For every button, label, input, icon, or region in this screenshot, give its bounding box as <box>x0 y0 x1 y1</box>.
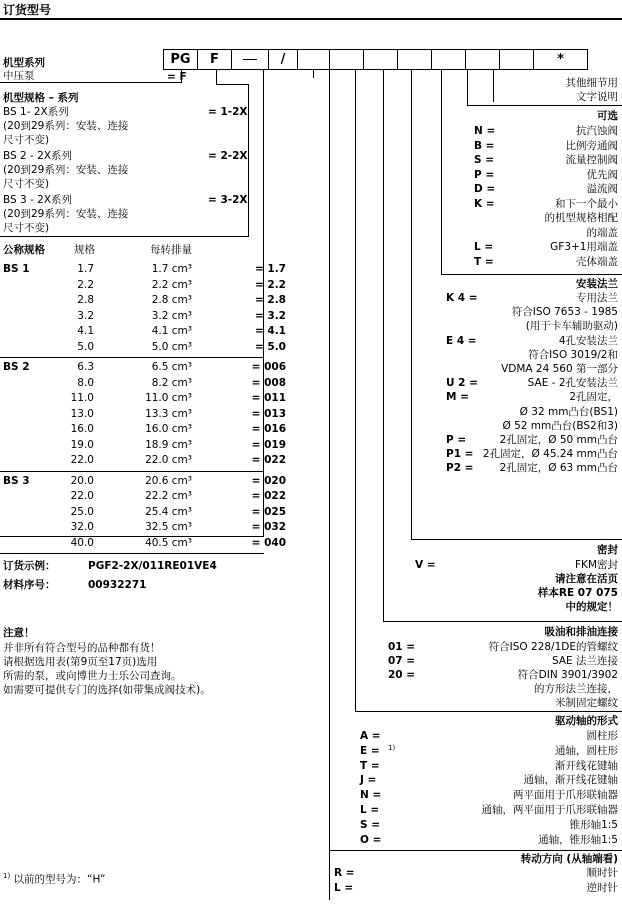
other-details: 其他细节用 <box>565 77 618 89</box>
rot-code: R = <box>334 867 355 879</box>
other-details-2: 文字说明 <box>576 91 618 103</box>
flange-desc: 2孔固定，Ø 63 mm凸台 <box>499 462 618 475</box>
size-value: 11.0 <box>70 392 94 404</box>
valves-desc: 和下一个最小 <box>555 197 618 210</box>
conn-desc: SAE 法兰连接 <box>551 655 618 667</box>
displacement-value: 16.0 cm³ <box>145 423 192 435</box>
valves-code: K = <box>474 197 495 210</box>
valves-code: T = <box>474 255 494 268</box>
note-line: 所需的泵，或向博世力士乐公司查询。 <box>3 670 182 682</box>
size-value: 16.0 <box>70 423 94 435</box>
displacement-value: 1.7 cm³ <box>151 263 192 275</box>
note-line: 并非所有符合型号的品种都有货！ <box>3 642 161 654</box>
valves-desc: 的端盖 <box>586 226 618 239</box>
code-cell-slash: / <box>268 49 298 70</box>
size-value: 8.0 <box>77 376 94 389</box>
valves-desc: 比例旁通阀 <box>565 139 618 152</box>
rot-desc: 逆时针 <box>586 881 618 894</box>
size-group-label: BS 3 <box>3 474 30 487</box>
flange-desc: Ø 32 mm凸台(BS1) <box>519 405 618 418</box>
code-cell-rotation <box>329 49 364 70</box>
shaft-desc: 圆柱形 <box>586 730 618 742</box>
flange-desc: 2孔固定，Ø 45.24 mm凸台 <box>482 448 618 461</box>
code-cell-size <box>231 49 269 70</box>
bs2-code: = 2-2X <box>208 150 248 162</box>
bs1-code: = 1-2X <box>208 106 248 118</box>
code-cell-connection <box>397 49 432 70</box>
flange-heading: 安装法兰 <box>576 278 618 290</box>
size-value: 6.3 <box>77 361 94 373</box>
bs3-label: BS 3 - 2X系列 <box>3 194 73 206</box>
title-rule <box>0 18 622 20</box>
displacement-value: 20.6 cm³ <box>145 474 192 487</box>
size-value: 32.0 <box>70 521 94 533</box>
flange-desc: SAE - 2孔安装法兰 <box>527 377 618 390</box>
shaft-code: J = <box>360 774 377 787</box>
rot-desc: 顺时针 <box>586 867 618 879</box>
displacement-value: 22.0 cm³ <box>145 454 192 466</box>
displacement-value: 11.0 cm³ <box>145 392 192 404</box>
displacement-value: 6.5 cm³ <box>151 361 192 373</box>
code-cell-shaft <box>363 49 398 70</box>
valves-desc: 的机型规格相配 <box>544 212 618 224</box>
displacement-code: = 020 <box>251 474 286 487</box>
flange-desc: Ø 52 mm凸台(BS2和3) <box>502 419 618 432</box>
displacement-code: = 013 <box>251 407 286 420</box>
flange-desc: 2孔固定，Ø 50 mm凸台 <box>499 434 618 446</box>
shaft-footnote-mark: 1) <box>388 744 396 752</box>
valves-heading: 可选 <box>597 110 618 122</box>
shaft-code: N = <box>360 789 382 802</box>
flange-code: P1 = <box>446 448 474 461</box>
displacement-code: = 022 <box>251 490 286 502</box>
shaft-code: S = <box>360 818 381 831</box>
displacement-code: = 040 <box>251 536 286 549</box>
valves-code: B = <box>474 139 495 152</box>
seal-note: 请注意在活页 <box>555 573 618 585</box>
flange-desc: 4孔安装法兰 <box>558 334 618 347</box>
rotation-heading: 转动方向 (从轴端看) <box>520 853 618 865</box>
valves-code: S = <box>474 154 495 166</box>
valves-desc: 溢流阀 <box>586 183 618 195</box>
col-displacement: 每转排量 <box>150 244 192 256</box>
shaft-desc: 通轴，渐开线花键轴 <box>523 774 618 787</box>
shaft-desc: 渐开线花键轴 <box>555 759 618 772</box>
shaft-desc: 通轴，锥形轴1:5 <box>538 833 618 846</box>
conn-code: 07 = <box>388 655 416 667</box>
size-value: 3.2 <box>77 309 94 322</box>
valves-desc: 抗汽蚀阀 <box>576 125 618 137</box>
size-heading: 机型规格 – 系列 <box>3 92 79 104</box>
size-value: 4.1 <box>77 325 94 337</box>
series-heading: 机型系列 <box>3 57 45 69</box>
valves-desc: GF3+1用端盖 <box>550 241 618 253</box>
footnote-mark: 1) <box>3 872 11 880</box>
flange-desc: 专用法兰 <box>576 292 618 304</box>
displacement-code: = 022 <box>251 454 286 466</box>
code-cell-flange <box>465 49 500 70</box>
shaft-code: O = <box>360 833 382 846</box>
displacement-code: = 2.2 <box>254 278 286 291</box>
displacement-value: 40.5 cm³ <box>145 536 192 549</box>
code-cell-displacement <box>297 49 330 70</box>
valves-code: N = <box>474 125 496 137</box>
displacement-code: = 006 <box>251 361 286 373</box>
conn-desc: 符合DIN 3901/3902 <box>517 669 618 681</box>
displacement-code: = 032 <box>251 521 286 533</box>
bs1-label: BS 1- 2X系列 <box>3 106 69 118</box>
flange-desc: VDMA 24 560 第一部分 <box>501 363 618 375</box>
note-line: 如需要可提供专门的选择(如带集成阀技术)。 <box>3 684 211 696</box>
group-divider <box>0 471 264 472</box>
flange-code: P2 = <box>446 462 474 475</box>
flange-desc: 符合ISO 7653 - 1985 <box>511 306 618 319</box>
flange-desc: 2孔固定， <box>569 391 618 404</box>
shaft-code: A = <box>360 730 381 742</box>
displacement-code: = 1.7 <box>254 263 286 275</box>
shaft-desc: 锥形轴1:5 <box>569 818 618 831</box>
displacement-code: = 008 <box>251 376 286 389</box>
displacement-value: 2.8 cm³ <box>151 294 192 306</box>
displacement-code: = 2.8 <box>254 294 286 306</box>
displacement-value: 22.2 cm³ <box>145 490 192 502</box>
size-value: 19.0 <box>70 438 94 451</box>
bs3-note2: 尺寸不变) <box>3 222 50 234</box>
shaft-desc: 通轴，两平面用于爪形联轴器 <box>481 804 618 816</box>
valves-desc: 壳体端盖 <box>576 255 618 268</box>
col-nominal-size: 公称规格 <box>3 244 45 256</box>
displacement-value: 3.2 cm³ <box>151 309 192 322</box>
size-value: 2.8 <box>77 294 94 306</box>
shaft-code: L = <box>360 804 380 816</box>
shaft-desc: 两平面用于爪形联轴器 <box>513 789 618 802</box>
shaft-desc: 通轴，圆柱形 <box>555 744 618 757</box>
rot-code: L = <box>334 881 354 894</box>
series-code: = F <box>167 71 187 83</box>
page-title: 订货型号 <box>3 3 52 17</box>
seal-heading: 密封 <box>597 544 618 556</box>
flange-code: E 4 = <box>446 334 477 347</box>
size-value: 22.0 <box>70 490 94 502</box>
size-value: 13.0 <box>70 407 94 420</box>
bs1-note: (20到29系列：安装、连接 <box>3 120 129 132</box>
bs3-note: (20到29系列：安装、连接 <box>3 208 129 220</box>
conn-desc: 的方形法兰连接， <box>534 683 618 695</box>
group-divider <box>0 553 264 554</box>
code-cell-seal <box>431 49 466 70</box>
displacement-value: 5.0 cm³ <box>151 340 192 353</box>
seal-note: 样本RE 07 075 <box>537 587 618 599</box>
conn-code: 01 = <box>388 641 416 653</box>
size-value: 1.7 <box>77 263 94 275</box>
code-cell-f: F <box>197 49 232 70</box>
note-heading: 注意！ <box>3 627 35 639</box>
conn-desc: 符合ISO 228/1DE的管螺纹 <box>488 641 618 653</box>
size-value: 40.0 <box>70 536 94 549</box>
displacement-value: 32.5 cm³ <box>145 521 192 533</box>
displacement-code: = 011 <box>251 392 286 404</box>
code-cell-valve <box>499 49 534 70</box>
flange-desc: 符合ISO 3019/2和 <box>528 348 618 361</box>
shaft-heading: 驱动轴的形式 <box>555 715 618 727</box>
valves-desc: 流量控制阀 <box>565 154 618 166</box>
flange-code: K 4 = <box>446 292 478 304</box>
connection-heading: 吸油和排油连接 <box>544 626 618 638</box>
col-size: 规格 <box>74 244 95 256</box>
flange-code: P = <box>446 434 467 446</box>
size-value: 22.0 <box>70 454 94 466</box>
seal-code: V = <box>415 559 436 571</box>
group-divider <box>0 357 264 358</box>
displacement-code: = 3.2 <box>254 309 286 322</box>
size-value: 5.0 <box>77 340 94 353</box>
footnote-text: 以前的型号为：“H” <box>13 873 106 886</box>
displacement-value: 4.1 cm³ <box>151 325 192 337</box>
order-example-label: 订货示例： <box>3 560 56 572</box>
displacement-code: = 4.1 <box>254 325 286 337</box>
order-example: PGF2-2X/011RE01VE4 <box>88 560 217 572</box>
displacement-code: = 016 <box>251 423 286 435</box>
note-line: 请根据选用表(第9页至17页)选用 <box>3 656 158 668</box>
valves-desc: 优先阀 <box>586 168 618 181</box>
displacement-value: 8.2 cm³ <box>151 376 192 389</box>
displacement-value: 18.9 cm³ <box>145 438 192 451</box>
shaft-code: T = <box>360 759 380 772</box>
seal-note: 中的规定！ <box>565 601 618 613</box>
displacement-code: = 019 <box>251 438 286 451</box>
bs2-note2: 尺寸不变) <box>3 178 50 190</box>
valves-code: P = <box>474 168 495 181</box>
code-cell-pg: PG <box>163 49 198 70</box>
size-group-label: BS 2 <box>3 361 30 373</box>
material-number: 00932271 <box>88 579 147 591</box>
size-group-label: BS 1 <box>3 263 30 275</box>
footnote <box>3 870 105 887</box>
flange-code: M = <box>446 391 469 404</box>
conn-code: 20 = <box>388 669 416 681</box>
flange-desc: (用于卡车辅助驱动) <box>525 320 618 333</box>
code-cell-star: * <box>533 49 588 70</box>
displacement-value: 13.3 cm³ <box>145 407 192 420</box>
bs2-label: BS 2 - 2X系列 <box>3 150 73 162</box>
flange-code: U 2 = <box>446 377 478 390</box>
size-value: 25.0 <box>70 505 94 518</box>
bs3-code: = 3-2X <box>208 194 248 206</box>
bs1-note2: 尺寸不变) <box>3 134 50 146</box>
size-value: 20.0 <box>70 474 94 487</box>
seal-value: FKM密封 <box>575 559 618 571</box>
displacement-code: = 025 <box>251 505 286 518</box>
material-label: 材料序号： <box>3 579 56 591</box>
valves-code: D = <box>474 183 496 195</box>
displacement-code: = 5.0 <box>254 340 286 353</box>
displacement-value: 2.2 cm³ <box>151 278 192 291</box>
displacement-value: 25.4 cm³ <box>145 505 192 518</box>
size-value: 2.2 <box>77 278 94 291</box>
shaft-code: E = <box>360 744 380 757</box>
valves-code: L = <box>474 241 494 253</box>
series-sub: 中压泵 <box>3 70 35 82</box>
conn-desc: 米制固定螺纹 <box>555 697 618 709</box>
bs2-note: (20到29系列：安装、连接 <box>3 164 129 176</box>
